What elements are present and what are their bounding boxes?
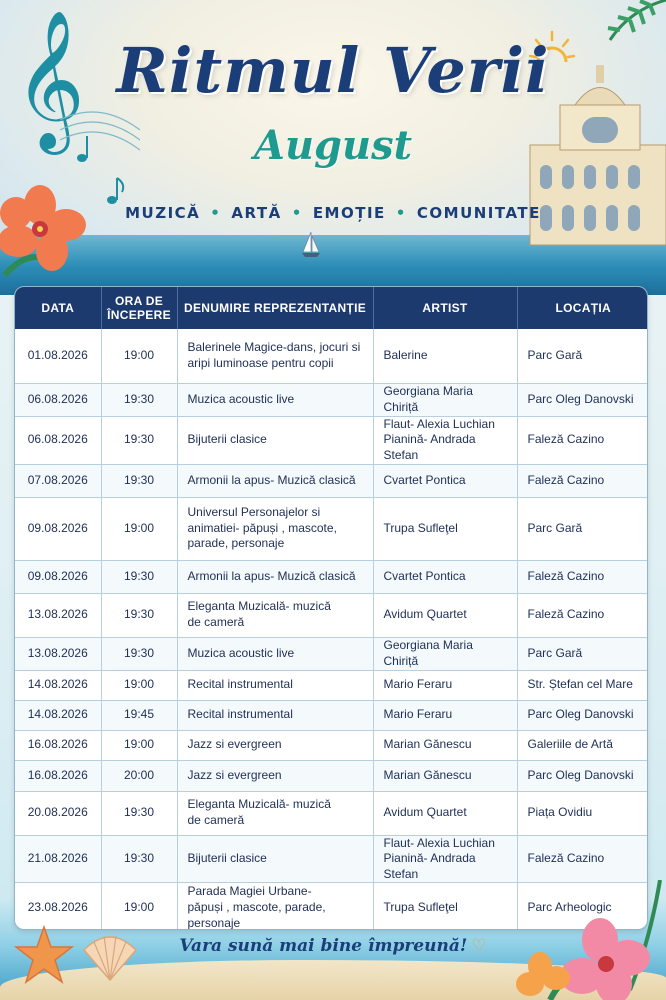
cell-event: Jazz si evergreen [177, 730, 373, 760]
header-event: DENUMIRE REPREZENTANȚIE [177, 287, 373, 329]
cell-location: Parc Oleg Danovski [517, 700, 648, 730]
cell-time: 19:00 [101, 329, 177, 383]
cell-artist: Georgiana Maria Chiriță [373, 383, 517, 416]
table-row [15, 760, 648, 791]
table-row [15, 700, 648, 730]
tagline-word: MUZICĂ [125, 204, 201, 222]
cell-location: Faleză Cazino [517, 593, 648, 637]
cell-artist: Cvartet Pontica [373, 464, 517, 497]
cell-artist: Avidum Quartet [373, 593, 517, 637]
tagline-word: ARTĂ [231, 204, 282, 222]
cell-artist: Mario Feraru [373, 670, 517, 700]
cell-time: 19:00 [101, 670, 177, 700]
cell-location: Parc Gară [517, 497, 648, 560]
cell-date: 01.08.2026 [15, 329, 101, 383]
cell-artist: Cvartet Pontica [373, 560, 517, 593]
footer-text: Vara sună mai bine împreună! [179, 936, 468, 956]
cell-date: 06.08.2026 [15, 383, 101, 416]
cell-event: Bijuterii clasice [177, 416, 373, 464]
cell-time: 19:30 [101, 791, 177, 835]
table-row [15, 791, 648, 835]
cell-location: Parc Oleg Danovski [517, 760, 648, 791]
cell-artist: Flaut- Alexia Luchian Pianină- Andrada Stefan [373, 416, 517, 464]
cell-event: Muzica acoustic live [177, 637, 373, 670]
cell-time: 19:00 [101, 497, 177, 560]
cell-location: Parc Gară [517, 637, 648, 670]
schedule-table-container [14, 286, 648, 930]
schedule-table [15, 287, 648, 930]
cell-artist: Flaut- Alexia Luchian Pianină- Andrada Stefan [373, 835, 517, 883]
header-time: ORA DE ÎNCEPERE [101, 287, 177, 329]
header-date: DATA [15, 287, 101, 329]
cell-date: 21.08.2026 [15, 835, 101, 883]
heart-icon: ♡ [471, 936, 487, 956]
cell-location: Galeriile de Artă [517, 730, 648, 760]
cell-location: Faleză Cazino [517, 416, 648, 464]
cell-artist: Balerine [373, 329, 517, 383]
hibiscus-icon [510, 880, 666, 1000]
cell-location: Parc Arheologic [517, 883, 648, 930]
header-artist: ARTIST [373, 287, 517, 329]
cell-time: 19:30 [101, 416, 177, 464]
table-row [15, 497, 648, 560]
cell-location: Faleză Cazino [517, 560, 648, 593]
cell-date: 13.08.2026 [15, 593, 101, 637]
cell-artist: Mario Feraru [373, 700, 517, 730]
table-row [15, 593, 648, 637]
cell-date: 07.08.2026 [15, 464, 101, 497]
cell-date: 14.08.2026 [15, 670, 101, 700]
cell-event: Eleganta Muzicală- muzică de cameră [177, 791, 373, 835]
cell-artist: Trupa Sufleţel [373, 497, 517, 560]
cell-event: Jazz si evergreen [177, 760, 373, 791]
cell-time: 19:30 [101, 835, 177, 883]
table-row [15, 730, 648, 760]
starfish-icon [14, 925, 74, 985]
cell-event: Balerinele Magice-dans, jocuri si aripi luminoase pentru copii [177, 329, 373, 383]
table-header-row [15, 287, 648, 329]
cell-time: 19:00 [101, 730, 177, 760]
table-row [15, 329, 648, 383]
cell-date: 16.08.2026 [15, 730, 101, 760]
cell-location: Faleză Cazino [517, 464, 648, 497]
tagline-word: COMUNITATE [416, 204, 541, 222]
cell-event: Parada Magiei Urbane- păpuși , mascote, parade, personaje [177, 883, 373, 930]
seashell-icon [80, 930, 140, 985]
cell-artist: Trupa Sufleţel [373, 883, 517, 930]
table-row [15, 383, 648, 416]
header-location: LOCAȚIA [517, 287, 648, 329]
cell-artist: Avidum Quartet [373, 791, 517, 835]
tagline-dot: • [291, 204, 303, 222]
table-row [15, 464, 648, 497]
cell-date: 20.08.2026 [15, 791, 101, 835]
cell-event: Universul Personajelor si animatiei- păpuși , mascote, parade, personaje [177, 497, 373, 560]
cell-date: 13.08.2026 [15, 637, 101, 670]
cell-artist: Marian Gănescu [373, 760, 517, 791]
cell-time: 19:30 [101, 464, 177, 497]
cell-location: Parc Oleg Danovski [517, 383, 648, 416]
table-body [15, 329, 648, 930]
table-row [15, 670, 648, 700]
tagline-dot: • [210, 204, 222, 222]
hibiscus-icon [0, 185, 95, 285]
cell-time: 19:30 [101, 560, 177, 593]
cell-date: 14.08.2026 [15, 700, 101, 730]
treble-clef-icon: 𝄞 [14, 10, 85, 149]
table-row [15, 637, 648, 670]
cell-event: Recital instrumental [177, 670, 373, 700]
cell-event: Eleganta Muzicală- muzică de cameră [177, 593, 373, 637]
sailboat-icon [300, 232, 322, 258]
cell-date: 06.08.2026 [15, 416, 101, 464]
cell-event: Muzica acoustic live [177, 383, 373, 416]
cell-time: 19:30 [101, 637, 177, 670]
cell-time: 19:30 [101, 593, 177, 637]
cell-time: 19:00 [101, 883, 177, 930]
cell-time: 20:00 [101, 760, 177, 791]
cell-time: 19:45 [101, 700, 177, 730]
cell-event: Armonii la apus- Muzică clasică [177, 464, 373, 497]
poster-title: Ritmul Verii [116, 34, 550, 107]
cell-date: 23.08.2026 [15, 883, 101, 930]
cell-location: Parc Gară [517, 329, 648, 383]
table-row [15, 835, 648, 883]
cell-location: Piața Ovidiu [517, 791, 648, 835]
cell-date: 16.08.2026 [15, 760, 101, 791]
poster-subtitle: August [253, 122, 413, 169]
cell-time: 19:30 [101, 383, 177, 416]
cell-location: Str. Ștefan cel Mare [517, 670, 648, 700]
cell-event: Bijuterii clasice [177, 835, 373, 883]
tagline-dot: • [395, 204, 407, 222]
poster-tagline [0, 204, 666, 222]
cell-event: Armonii la apus- Muzică clasică [177, 560, 373, 593]
cell-artist: Georgiana Maria Chiriță [373, 637, 517, 670]
cell-artist: Marian Gănescu [373, 730, 517, 760]
cell-event: Recital instrumental [177, 700, 373, 730]
table-row [15, 416, 648, 464]
cell-date: 09.08.2026 [15, 560, 101, 593]
cell-date: 09.08.2026 [15, 497, 101, 560]
tagline-word: EMOȚIE [312, 204, 386, 222]
table-row [15, 560, 648, 593]
cell-location: Faleză Cazino [517, 835, 648, 883]
